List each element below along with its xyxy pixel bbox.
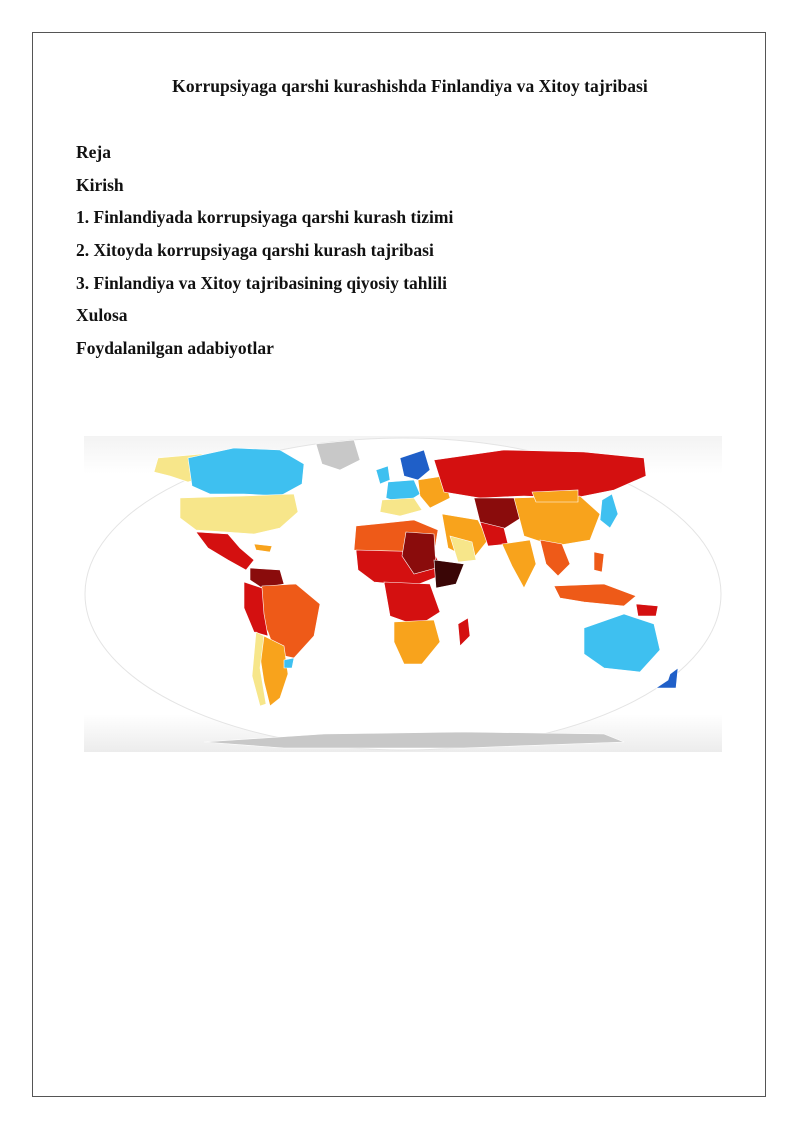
- region-uruguay: [284, 658, 294, 668]
- document-title: Korrupsiyaga qarshi kurashishda Finlandiya va Xitoy tajribasi: [172, 76, 648, 96]
- plan-item-comparison: 3. Finlandiya va Xitoy tajribasining qiyosiy tahlili: [76, 272, 447, 293]
- world-map-figure: [84, 436, 722, 752]
- region-canada: [188, 448, 304, 496]
- plan-list: [76, 141, 453, 370]
- plan-item-references: Foydalanilgan adabiyotlar: [76, 338, 274, 359]
- region-philippines: [594, 552, 604, 572]
- plan-heading: Reja: [76, 142, 111, 162]
- region-papua: [636, 604, 658, 616]
- region-mongolia: [532, 490, 578, 502]
- plan-item-conclusion: Xulosa: [76, 305, 128, 326]
- world-corruption-map: [84, 436, 722, 752]
- plan-item-china: 2. Xitoyda korrupsiyaga qarshi kurash tajribasi: [76, 240, 434, 261]
- plan-item-introduction: Kirish: [76, 174, 124, 195]
- region-usa: [180, 494, 298, 534]
- plan-item-finland: 1. Finlandiyada korrupsiyaga qarshi kurash tizimi: [76, 207, 454, 228]
